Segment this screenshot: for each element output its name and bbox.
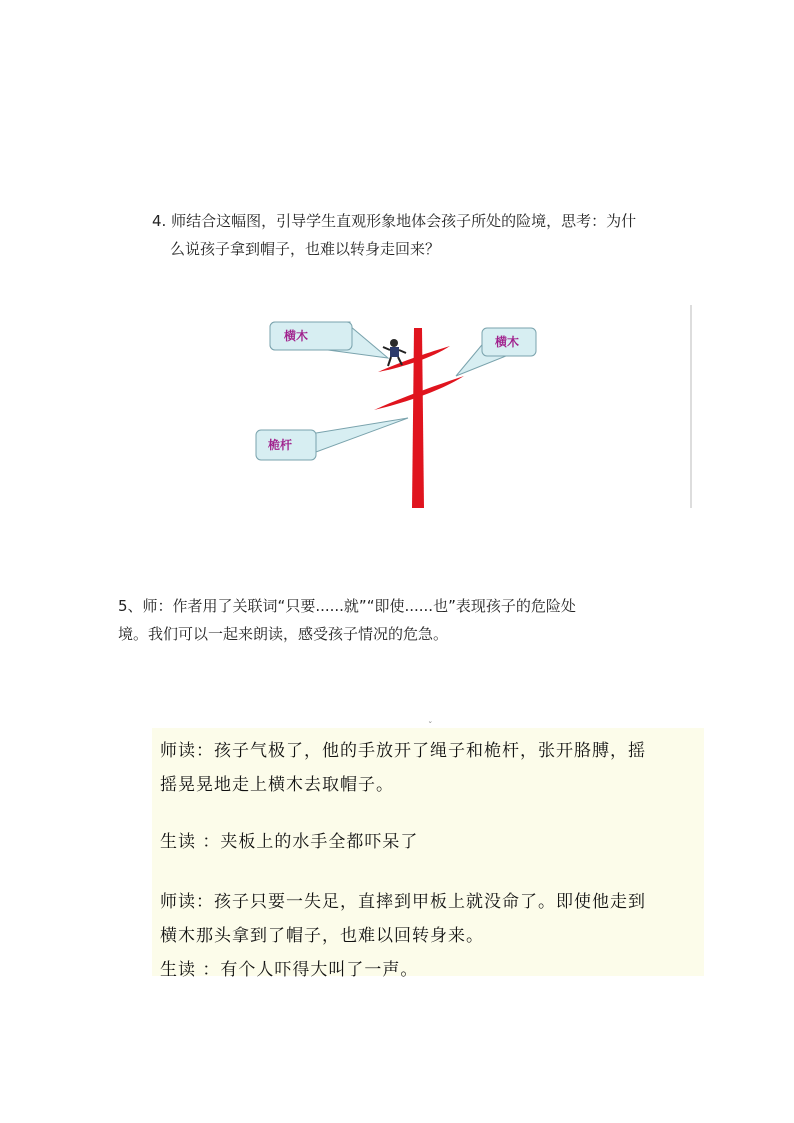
label-left-top: 横木 bbox=[284, 329, 309, 343]
teacher-reading-2 bbox=[160, 885, 700, 953]
item-4-line-2: 么说孩子拿到帽子，也难以转身走回来？ bbox=[170, 240, 441, 258]
student-reading-1-text: 生读 ：夹板上的水手全都吓呆了 bbox=[160, 832, 419, 852]
student-reading-2-text: 生读 ：有个人吓得大叫了一声。 bbox=[160, 960, 419, 980]
teacher-reading-2-line-1: 师读：孩子只要一失足，直摔到甲板上就没命了。即使他走到 bbox=[160, 892, 646, 912]
item-5-line-1: 5、师：作者用了关联词“只要......就”“即使......也”表现孩子的危险处 bbox=[118, 597, 576, 615]
reading-dialogue-box bbox=[152, 722, 704, 980]
label-right-top: 横木 bbox=[495, 335, 520, 349]
insert-mark: ˇ bbox=[428, 722, 433, 732]
label-left-bottom: 桅杆 bbox=[268, 438, 293, 452]
teacher-reading-1-line-2: 摇晃晃地走上横木去取帽子。 bbox=[160, 775, 394, 795]
teacher-reading-1-line-1: 师读：孩子气极了，他的手放开了绳子和桅杆，张开胳膊，摇 bbox=[160, 741, 646, 761]
item-5-paragraph bbox=[118, 592, 678, 648]
mast-diagram bbox=[250, 300, 695, 510]
callout-left-top bbox=[270, 322, 388, 358]
item-4-line-1: 4. 师结合这幅图，引导学生直观形象地体会孩子所处的险境，思考：为什 bbox=[152, 212, 637, 230]
callout-right-top bbox=[456, 328, 536, 376]
student-reading-1 bbox=[160, 825, 700, 859]
mast-illustration bbox=[250, 300, 695, 510]
item-5-line-2: 境。我们可以一起来朗读，感受孩子情况的危急。 bbox=[118, 625, 449, 643]
teacher-reading-1 bbox=[160, 734, 700, 802]
item-4-paragraph bbox=[152, 207, 712, 263]
callout-left-bottom bbox=[256, 418, 408, 460]
teacher-reading-2-line-2: 横木那头拿到了帽子，也难以回转身来。 bbox=[160, 926, 484, 946]
student-reading-2 bbox=[160, 953, 700, 987]
